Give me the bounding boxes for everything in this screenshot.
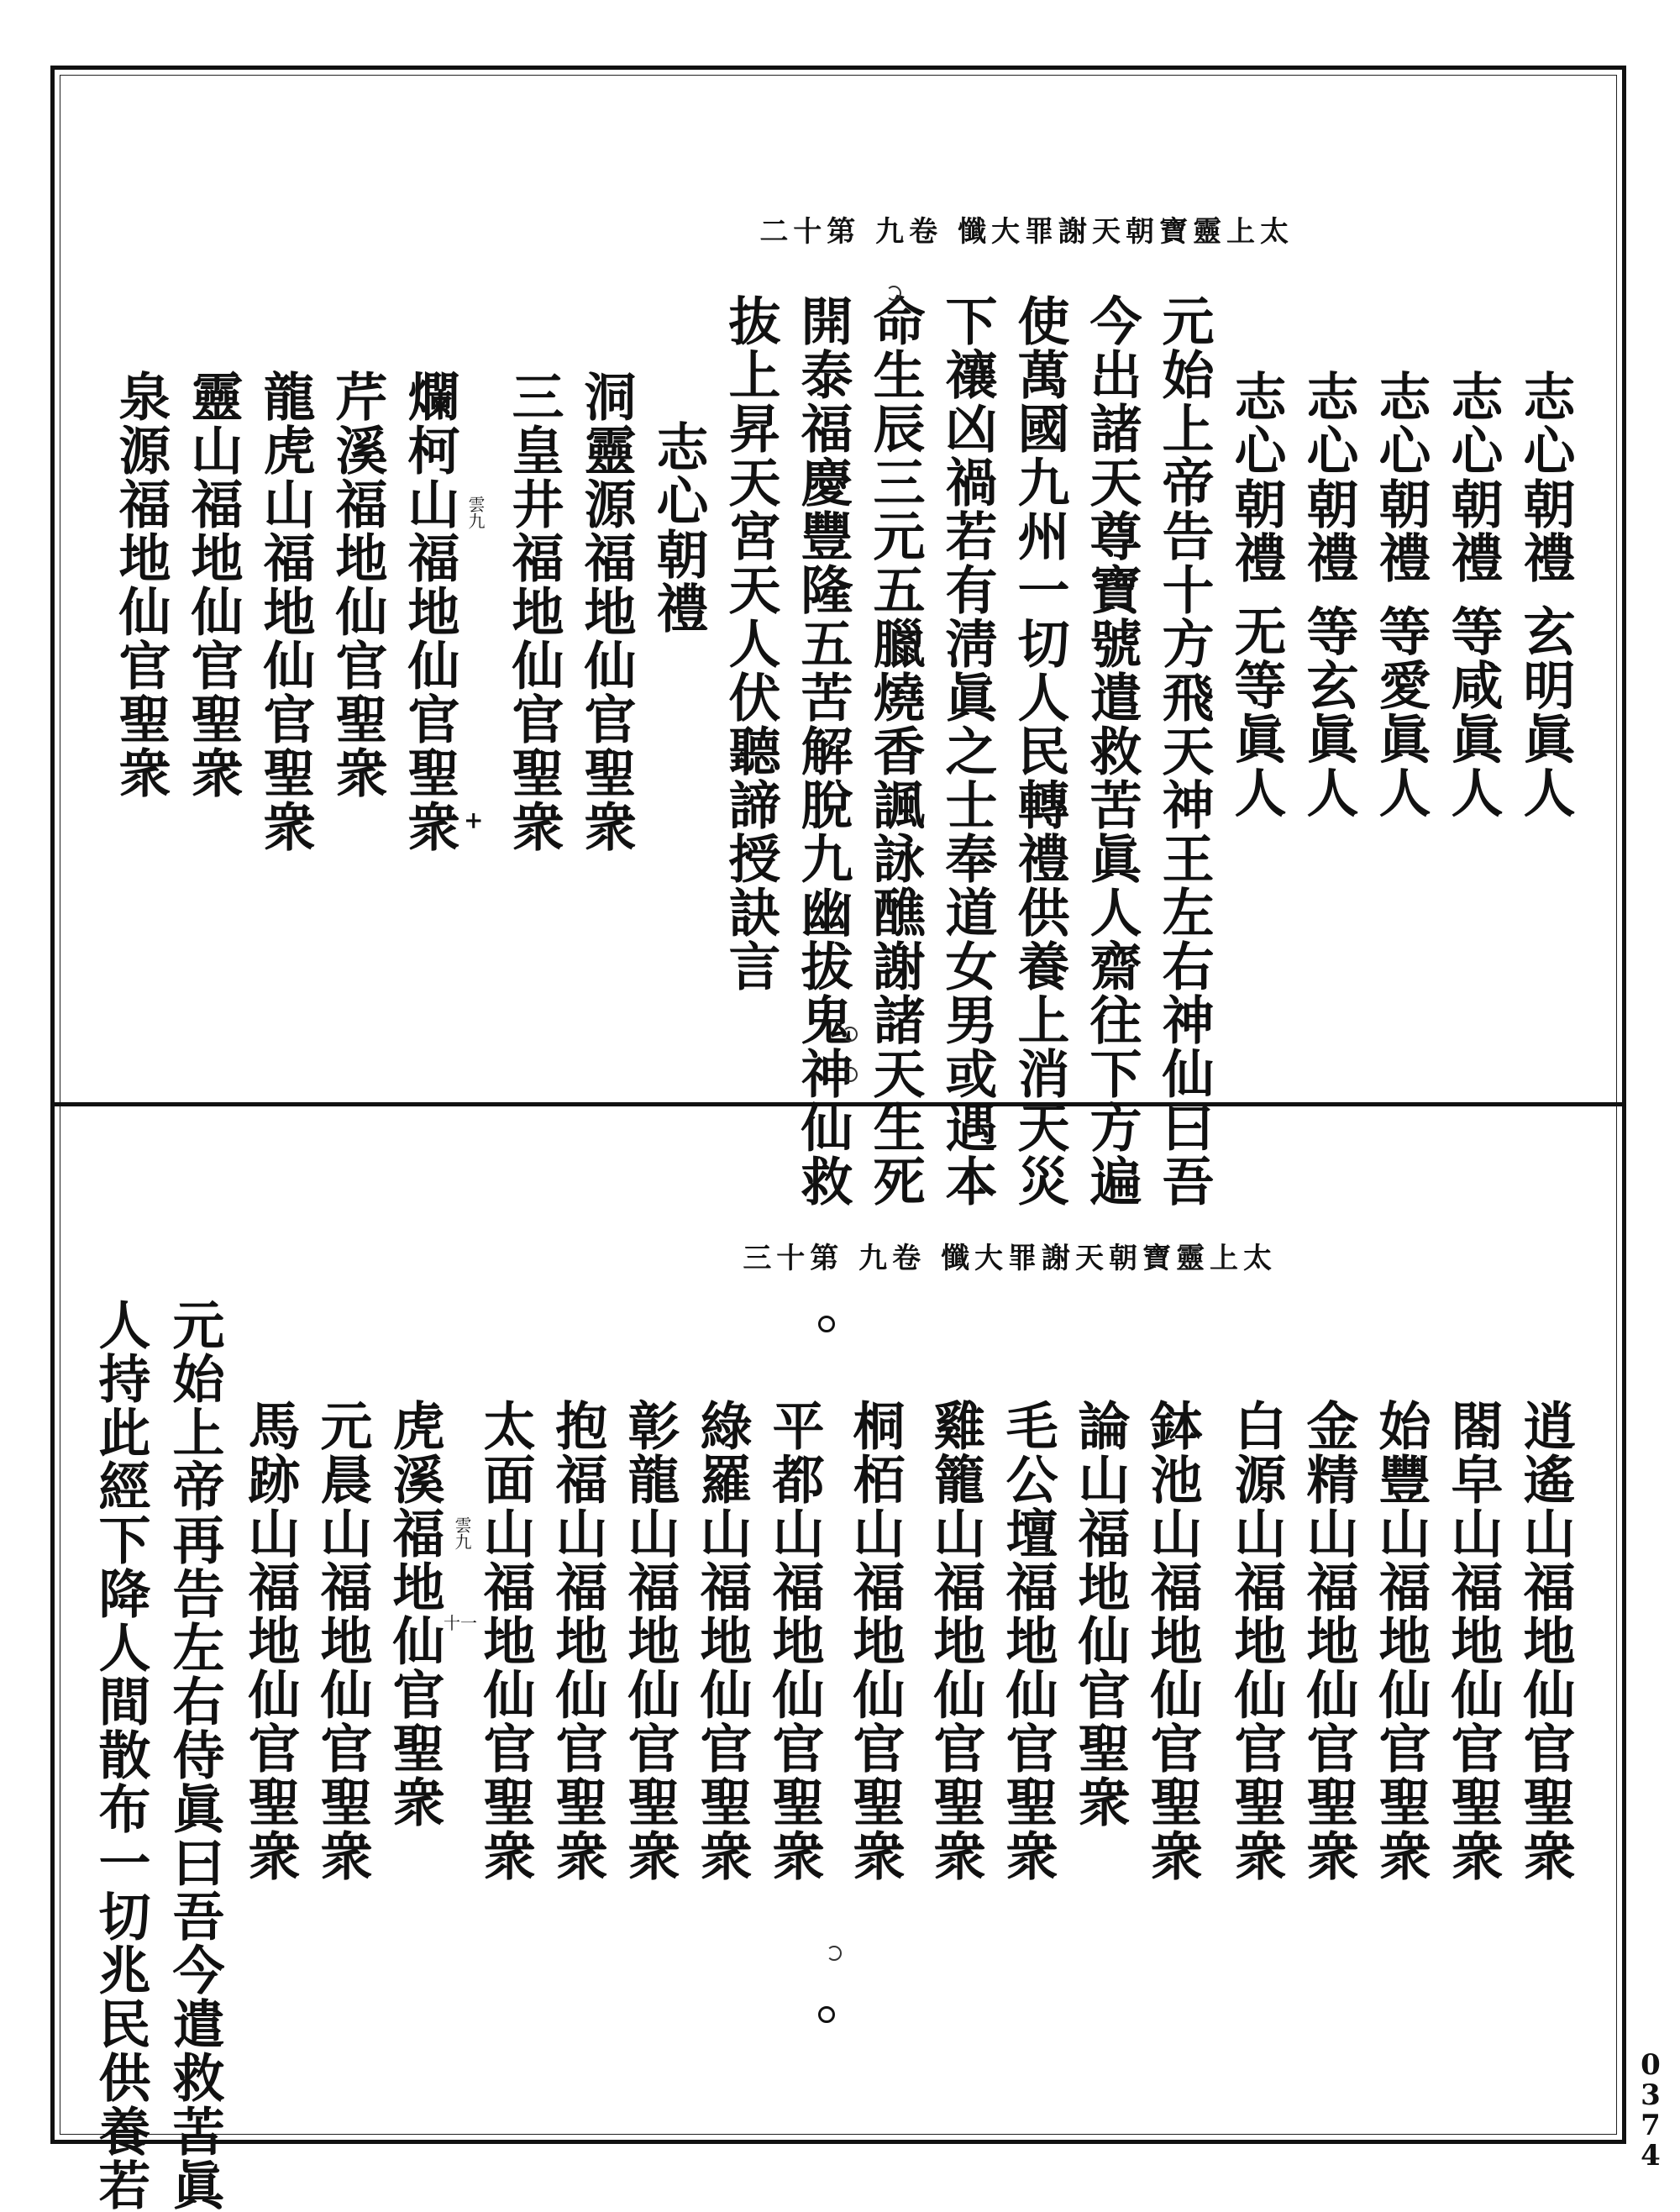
lower-margin-note-2: 十一 [444, 1613, 477, 1633]
upper-col-17: 芹溪福地仙官聖衆 [327, 370, 388, 800]
lower-col-15: 太面山福地仙官聖衆 [475, 1399, 536, 1883]
lower-col-2: 閤皁山福地仙官聖衆 [1442, 1399, 1504, 1883]
upper-col-18: 龍虎山福地仙官聖衆 [255, 370, 316, 854]
upper-col-4: 志心朝禮 等玄眞人 [1298, 370, 1359, 820]
upper-plus-mark: + [464, 807, 484, 834]
upper-col-20: 泉源福地仙官聖衆 [110, 370, 171, 800]
upper-col-12: 抜上昇天宮天人伏聽諦授訣言 [720, 294, 781, 993]
page-number-digit: 3 [1641, 2078, 1661, 2112]
lower-col-12: 綠羅山福地仙官聖衆 [691, 1399, 753, 1883]
lower-col-20: 人持此經下降人間散布一切兆民供養若 [90, 1298, 151, 2212]
lower-mark-1 [827, 1946, 842, 1961]
lower-col-4: 金精山福地仙官聖衆 [1298, 1399, 1359, 1883]
lower-col-3: 始豐山福地仙官聖衆 [1370, 1399, 1431, 1883]
lower-col-17: 元晨山福地仙官聖衆 [312, 1399, 373, 1883]
upper-col-14: 洞靈源福地仙官聖衆 [575, 370, 637, 854]
lower-col-13: 彰龍山福地仙官聖衆 [619, 1399, 680, 1883]
upper-col-15: 三皇井福地仙官聖衆 [503, 370, 564, 854]
upper-col-7: 今出諸天尊寶號遣救苦眞人齋往下方遍 [1081, 294, 1142, 1208]
lower-header-text: 三十第 九卷 懺大罪謝天朝寶靈上太 [743, 1242, 1277, 1275]
upper-col-3: 志心朝禮 等愛眞人 [1370, 370, 1431, 820]
upper-mark-1 [886, 286, 901, 301]
upper-col-6: 元始上帝告十方飛天神王左右神仙曰吾 [1153, 294, 1215, 1208]
upper-col-1: 志心朝禮 玄明眞人 [1515, 370, 1576, 820]
lower-circle-top [818, 1316, 835, 1332]
lower-circle-bottom [818, 2006, 835, 2023]
page-number-digit: 7 [1641, 2109, 1661, 2142]
lower-col-10: 桐栢山福地仙官聖衆 [844, 1399, 906, 1883]
lower-col-14: 抱福山福地仙官聖衆 [547, 1399, 608, 1883]
upper-col-2: 志心朝禮 等咸眞人 [1442, 370, 1504, 820]
upper-col-11: 開泰福慶豐隆五苦解脫九幽拔鬼神仙救 [792, 294, 853, 1208]
lower-col-9: 雞籠山福地仙官聖衆 [925, 1399, 986, 1883]
upper-col-8: 使萬國九州一切人民轉禮供養上消天災 [1009, 294, 1070, 1208]
upper-mark-2 [843, 1027, 858, 1042]
page-number-digit: 0 [1641, 2048, 1661, 2082]
page-number-digit: 4 [1641, 2139, 1661, 2173]
upper-col-5: 志心朝禮 无等眞人 [1226, 370, 1287, 820]
upper-col-10: 命生辰三元五臘燒香諷詠醮謝諸天生死 [864, 294, 926, 1208]
upper-col-19: 靈山福地仙官聖衆 [182, 370, 244, 800]
lower-col-11: 平都山福地仙官聖衆 [764, 1399, 825, 1883]
lower-col-1: 逍遙山福地仙官聖衆 [1515, 1399, 1576, 1883]
upper-col-9: 下禳凶禍若有淸眞之士奉道女男或遇本 [937, 294, 998, 1208]
upper-header-text: 二十第 九卷 懺大罪謝天朝寶靈上太 [759, 215, 1294, 249]
lower-col-6: 鉢池山福地仙官聖衆 [1142, 1399, 1203, 1883]
lower-col-8: 毛公壇福地仙官聖衆 [997, 1399, 1058, 1883]
lower-col-18: 馬跡山福地仙官聖衆 [239, 1399, 301, 1883]
upper-col-13: 志心朝禮 [648, 420, 709, 635]
upper-margin-note: 雲九 [465, 496, 486, 529]
lower-col-16: 虎溪福地仙官聖衆 [384, 1399, 445, 1829]
lower-col-19: 元始上帝再告左右侍眞曰吾今遣救苦眞 [164, 1298, 225, 2212]
lower-col-7: 論山福地仙官聖衆 [1069, 1399, 1131, 1829]
upper-mark-3 [843, 1067, 858, 1082]
upper-col-16: 爛柯山福地仙官聖衆 [399, 370, 460, 854]
lower-col-5: 白源山福地仙官聖衆 [1226, 1399, 1287, 1883]
lower-margin-note: 雲九 [452, 1516, 472, 1550]
page-number [1638, 2050, 1663, 2171]
lower-header [605, 1235, 1277, 1275]
upper-header [622, 208, 1294, 249]
